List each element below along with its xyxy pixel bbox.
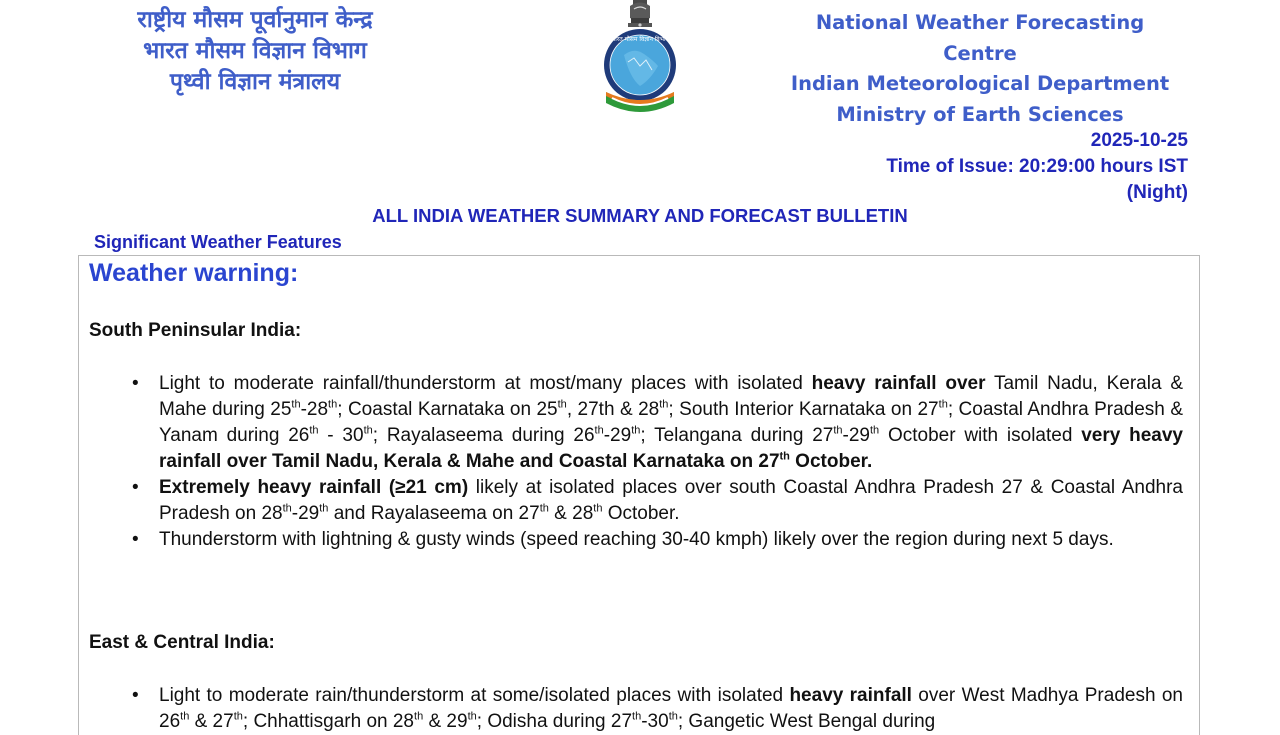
warning-heading: Weather warning: [89, 259, 299, 287]
bullet-text: Extremely heavy rainfall (≥21 cm) [159, 477, 469, 498]
bullet-text: Light to moderate rain/thunderstorm at some/isolated places with isolated [159, 685, 790, 706]
bullet-text: -29 [842, 425, 870, 446]
ordinal-suffix: th [594, 424, 604, 437]
issue-info [886, 128, 1188, 206]
ordinal-suffix: th [938, 398, 948, 411]
english-line: Indian Meteorological Department [790, 72, 1170, 95]
ordinal-suffix: th [668, 710, 678, 723]
ordinal-suffix: th [869, 424, 880, 437]
ordinal-suffix: th [539, 502, 549, 515]
imd-emblem-icon [600, 0, 680, 118]
ordinal-suffix: th [467, 710, 477, 723]
ordinal-suffix: th [779, 450, 790, 463]
ordinal-suffix: th [291, 398, 301, 411]
ordinal-suffix: th [593, 502, 603, 515]
bullet-text: -29 [291, 503, 320, 524]
bullet-text: , 27th & 28 [566, 399, 660, 420]
bullet-text: ; Coastal Andhra Pradesh & Yanam during 26 [159, 399, 1183, 446]
issue-time: Time of Issue: 20:29:00 hours IST [886, 156, 1188, 177]
bullet-text: Thunderstorm with lightning & gusty winds (speed reaching 30-40 kmph) likely over the region during next 5 days. [159, 529, 1114, 550]
issue-period: (Night) [1126, 182, 1188, 203]
ordinal-suffix: th [309, 424, 319, 437]
bullet-text: & 29 [423, 711, 468, 732]
ordinal-suffix: th [363, 424, 373, 437]
ordinal-suffix: th [233, 710, 243, 723]
region-heading: East & Central India: [89, 632, 275, 653]
bullet-text: over West Madhya Pradesh on 26 [159, 685, 1183, 732]
bullet-text: ; South Interior Karnataka on 27 [668, 399, 939, 420]
bullet-item [159, 371, 1183, 475]
bullet-list [159, 683, 1183, 735]
section-title: Significant Weather Features [94, 232, 342, 252]
english-line: National Weather Forecasting Centre [815, 11, 1145, 65]
ordinal-suffix: th [180, 710, 190, 723]
bullet-text: Tamil Nadu, Kerala & Mahe during 25 [159, 373, 1183, 420]
ordinal-suffix: th [631, 424, 641, 437]
bullet-text: and Rayalaseema on 27 [328, 503, 540, 524]
bullet-text: October. [789, 451, 873, 472]
hindi-line: भारत मौसम विज्ञान विभाग [143, 37, 367, 64]
hindi-line: राष्ट्रीय मौसम पूर्वानुमान केन्द्र [137, 6, 373, 33]
ordinal-suffix: th [632, 710, 642, 723]
bullet-text: Light to moderate rainfall/thunderstorm at most/many places with isolated [159, 373, 812, 394]
bullet-item [159, 683, 1183, 735]
bullet-text: & 27 [189, 711, 234, 732]
bullet-text: - 30 [318, 425, 364, 446]
bullet-text: ; Rayalaseema during 26 [372, 425, 595, 446]
bullet-text: likely at isolated places over south Coastal Andhra Pradesh 27 & Coastal Andhra Pradesh on 28 [159, 477, 1183, 524]
bullet-text: & 28 [548, 503, 594, 524]
bullet-text: heavy rainfall [789, 685, 912, 706]
bullet-list [159, 371, 1183, 553]
ordinal-suffix: th [414, 710, 424, 723]
bullet-text: ; Odisha during 27 [476, 711, 633, 732]
ordinal-suffix: th [557, 398, 567, 411]
ordinal-suffix: th [282, 502, 292, 515]
bullet-text: -29 [603, 425, 632, 446]
ordinal-suffix: th [328, 398, 338, 411]
bullet-item [159, 527, 1183, 553]
english-line: Ministry of Earth Sciences [836, 102, 1124, 126]
region-heading: South Peninsular India: [89, 320, 302, 341]
bullet-item [159, 475, 1183, 527]
ordinal-suffix: th [659, 398, 669, 411]
ordinal-suffix: th [833, 424, 843, 437]
bullet-text: -28 [300, 399, 329, 420]
bullet-text: October. [602, 503, 680, 524]
emblem-text: भारत मौसम विज्ञान विभाग [611, 36, 669, 43]
issue-date: 2025-10-25 [1090, 130, 1188, 151]
bullet-text: ; Telangana during 27 [640, 425, 834, 446]
bullet-text: -30 [641, 711, 669, 732]
hindi-header [100, 4, 410, 97]
ordinal-suffix: th [319, 502, 329, 515]
bullet-text: ; Chhattisgarh on 28 [242, 711, 415, 732]
bulletin-title: ALL INDIA WEATHER SUMMARY AND FORECAST BULLETIN [372, 205, 908, 226]
bullet-text: heavy rainfall over [811, 373, 986, 394]
bullet-text: ; Gangetic West Bengal during [677, 711, 936, 732]
hindi-line: पृथ्वी विज्ञान मंत्रालय [169, 68, 341, 95]
bullet-text: October with isolated [879, 425, 1082, 446]
bullet-text: very heavy rainfall over Tamil Nadu, Kerala & Mahe and Coastal Karnataka on 27 [159, 425, 1183, 472]
warning-box [78, 255, 1200, 735]
bullet-text: ; Coastal Karnataka on 25 [337, 399, 558, 420]
english-header [780, 8, 1180, 130]
